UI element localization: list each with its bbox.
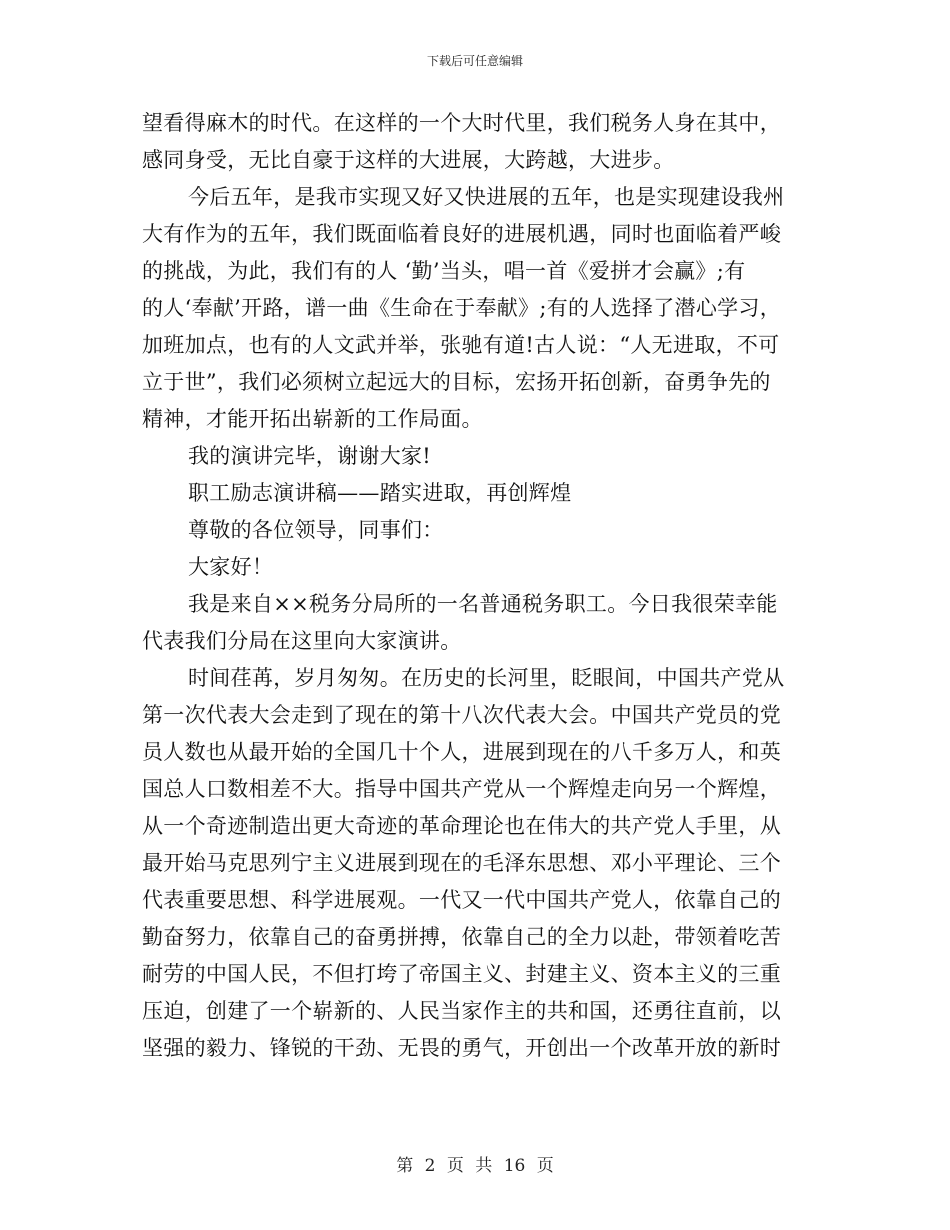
text-line: 的人‘奉献’开路，谱一曲《生命在于奉献》;有的人选择了潜心学习， [142, 296, 782, 320]
text-line: 望看得麻木的时代。在这样的一个大时代里，我们税务人身在其中， [142, 111, 781, 135]
text-line: 加班加点，也有的人文武并举，张驰有道!古人说：“人无进取，不可 [142, 333, 780, 357]
text-line: 第一次代表大会走到了现在的第十八次代表大会。中国共产党员的党 [142, 703, 781, 727]
text-line: 立于世”，我们必须树立起远大的目标，宏扬开拓创新，奋勇争先的 [142, 370, 771, 394]
text-line: 最开始马克思列宁主义进展到现在的毛泽东思想、邓小平理论、三个 [142, 851, 781, 875]
text-line: 我是来自××税务分局所的一名普通税务职工。今日我很荣幸能 [188, 592, 778, 616]
page-header: 下载后可任意编辑 [426, 54, 523, 68]
text-line: 职工励志演讲稿——踏实进取，再创辉煌 [188, 481, 572, 505]
text-line: 勤奋努力，依靠自己的奋勇拼搏，依靠自己的全力以赴，带领着吃苦 [142, 925, 781, 949]
text-line: 坚强的毅力、锋锐的干劲、无畏的勇气，开创出一个改革开放的新时 [142, 1036, 781, 1060]
text-line: 代表重要思想、科学进展观。一代又一代中国共产党人，依靠自己的 [142, 888, 781, 912]
text-line: 今后五年，是我市实现又好又快进展的五年，也是实现建设我州 [188, 185, 785, 209]
text-line: 时间荏苒，岁月匆匆。在历史的长河里，眨眼间，中国共产党从 [188, 666, 785, 690]
text-line: 大家好！ [188, 555, 274, 579]
text-line: 耐劳的中国人民，不但打垮了帝国主义、封建主义、资本主义的三重 [142, 962, 781, 986]
text-line: 感同身受，无比自豪于这样的大进展，大跨越，大进步。 [142, 148, 675, 172]
text-line: 压迫，创建了一个崭新的、人民当家作主的共和国，还勇往直前，以 [142, 999, 781, 1023]
text-line: 精神，才能开拓出崭新的工作局面。 [142, 407, 483, 431]
text-line: 我的演讲完毕，谢谢大家! [188, 444, 432, 468]
text-line: 代表我们分局在这里向大家演讲。 [142, 629, 462, 653]
text-line: 从一个奇迹制造出更大奇迹的革命理论也在伟大的共产党人手里，从 [142, 814, 781, 838]
text-line: 大有作为的五年，我们既面临着良好的进展机遇，同时也面临着严峻 [142, 222, 781, 246]
document-body [142, 105, 822, 1067]
text-line: 国总人口数相差不大。指导中国共产党从一个辉煌走向另一个辉煌， [142, 777, 781, 801]
text-line: 员人数也从最开始的全国几十个人，进展到现在的八千多万人，和英 [142, 740, 781, 764]
text-line: 的挑战，为此，我们有的人 ‘勤’当头，唱一首《爱拼才会赢》;有 [142, 259, 746, 283]
page-number-footer: 第 2 页 共 16 页 [396, 1156, 554, 1176]
text-line: 尊敬的各位领导，同事们： [188, 518, 444, 542]
